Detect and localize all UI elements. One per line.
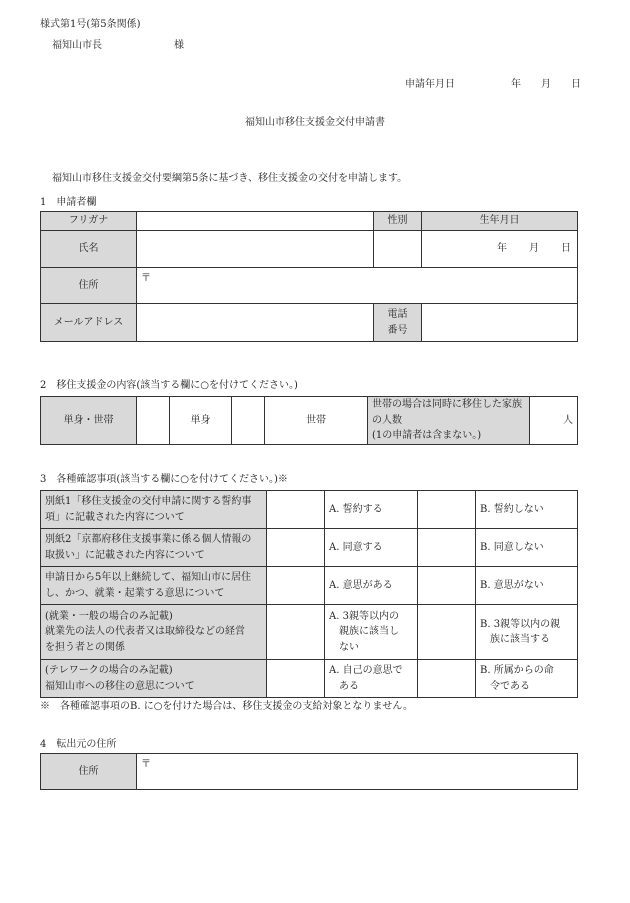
birth-day: 日 [561, 243, 571, 255]
question-line: 取扱い」に記載された内容について [45, 549, 205, 561]
section1-heading: 1 申請者欄 [40, 197, 97, 208]
option-line: ある [329, 680, 359, 692]
document-title: 福知山市移住支援金交付申請書 [245, 117, 385, 128]
type-label: 単身・世帯 [41, 397, 137, 445]
email-field[interactable] [137, 304, 374, 342]
option-b-label [476, 491, 578, 529]
name-field[interactable] [137, 231, 374, 268]
option-a-mark-cell[interactable] [267, 605, 325, 660]
option-b-label [476, 605, 578, 660]
address-field[interactable] [137, 268, 578, 304]
previous-address-field[interactable] [137, 754, 578, 790]
household-label: 世帯 [265, 397, 368, 445]
option-line: A. 3親等以内の [329, 610, 399, 622]
birth-month: 月 [529, 243, 539, 255]
name-label: 氏名 [41, 231, 137, 268]
application-date-label: 申請年月日 [405, 79, 455, 90]
option-a-label [325, 567, 418, 605]
household-mark-cell[interactable] [232, 397, 265, 445]
gender-label: 性別 [374, 212, 422, 231]
option-line: B. 意思がない [480, 579, 544, 591]
option-line: A. 意思がある [329, 579, 393, 591]
gender-field[interactable] [374, 231, 422, 268]
question-line: 別紙1「移住支援金の交付申請に関する誓約事 [45, 496, 252, 507]
confirmation-row [41, 605, 578, 660]
phone-label [374, 304, 422, 342]
option-line: A. 誓約する [329, 503, 383, 515]
option-line: B. 所属からの命 [480, 665, 554, 676]
confirmation-note: ※ 各種確認事項のB. に○を付けた場合は、移住支援金の支給対象となりません。 [40, 701, 414, 712]
birthdate-label: 生年月日 [422, 212, 578, 231]
option-line: B. 誓約しない [480, 503, 544, 515]
postal-mark: 〒 [141, 273, 151, 284]
option-b-mark-cell[interactable] [418, 605, 476, 660]
option-a-label [325, 660, 418, 698]
previous-address-table [40, 753, 578, 790]
email-label: メールアドレス [41, 304, 137, 342]
confirmation-row [41, 529, 578, 567]
confirmation-row [41, 567, 578, 605]
birth-year: 年 [497, 243, 507, 255]
section2-heading: 2 移住支援金の内容(該当する欄に○を付けてください。) [40, 380, 298, 391]
question-line: 項」に記載された内容について [45, 511, 185, 523]
phone-label-line1: 電話 [387, 309, 408, 320]
option-a-mark-cell[interactable] [267, 529, 325, 567]
section3-heading: 3 各種確認事項(該当する欄に○を付けてください。)※ [40, 474, 288, 485]
persons-unit: 人 [563, 414, 573, 426]
section4-heading: 4 転出元の住所 [40, 739, 117, 750]
option-a-label [325, 491, 418, 529]
furigana-label: フリガナ [41, 212, 137, 231]
phone-field[interactable] [422, 304, 578, 342]
question-line: (就業・一般の場合のみ記載) [45, 610, 173, 622]
option-line: 族に該当する [480, 634, 550, 645]
option-b-label [476, 567, 578, 605]
birthdate-field[interactable] [422, 231, 578, 268]
household-note-line2: (1の申請者は含まない。) [372, 430, 482, 441]
option-a-label [325, 605, 418, 660]
applicant-table [40, 211, 578, 342]
option-line: B. 3親等以内の親 [480, 618, 561, 630]
question-line: し、かつ、就業・起業する意思について [45, 587, 225, 599]
household-note-line1: 世帯の場合は同時に移住した家族の人数 [372, 399, 522, 426]
confirmation-row [41, 660, 578, 698]
option-a-label [325, 529, 418, 567]
option-a-mark-cell[interactable] [267, 567, 325, 605]
option-b-label [476, 529, 578, 567]
option-line: ない [329, 641, 359, 653]
question-line: 就業先の法人の代表者又は取締役などの経営 [45, 626, 245, 638]
question-line: 福知山市への移住の意思について [45, 680, 195, 692]
option-line: B. 同意しない [480, 541, 544, 553]
single-label: 単身 [170, 397, 232, 445]
previous-address-label: 住所 [41, 754, 137, 790]
option-b-mark-cell[interactable] [418, 529, 476, 567]
option-b-label [476, 660, 578, 698]
household-note [368, 397, 530, 445]
option-a-mark-cell[interactable] [267, 491, 325, 529]
honorific: 様 [174, 40, 184, 51]
persons-field[interactable] [530, 397, 578, 445]
confirmation-table [40, 490, 578, 698]
option-line: 令である [480, 680, 530, 692]
confirmation-question [41, 529, 267, 567]
intro-text: 福知山市移住支援金交付要綱第5条に基づき、移住支援金の交付を申請します。 [52, 173, 408, 184]
single-mark-cell[interactable] [137, 397, 170, 445]
option-b-mark-cell[interactable] [418, 567, 476, 605]
confirmation-question [41, 567, 267, 605]
option-b-mark-cell[interactable] [418, 660, 476, 698]
option-line: A. 自己の意思で [329, 665, 403, 676]
form-number: 様式第1号(第5条関係) [40, 19, 141, 30]
date-year: 年 [511, 79, 521, 90]
question-line: (テレワークの場合のみ記載) [45, 665, 173, 676]
question-line: 申請日から5年以上継続して、福知山市に居住 [45, 572, 252, 583]
date-day: 日 [571, 79, 581, 90]
furigana-field[interactable] [137, 212, 374, 231]
option-b-mark-cell[interactable] [418, 491, 476, 529]
address-label: 住所 [41, 268, 137, 304]
date-month: 月 [541, 79, 551, 90]
question-line: 別紙2「京都府移住支援事業に係る個人情報の [45, 534, 252, 545]
confirmation-question [41, 491, 267, 529]
confirmation-question [41, 605, 267, 660]
confirmation-row [41, 491, 578, 529]
confirmation-question [41, 660, 267, 698]
option-a-mark-cell[interactable] [267, 660, 325, 698]
option-line: 親族に該当し [329, 626, 399, 638]
phone-label-line2: 番号 [387, 324, 408, 336]
option-line: A. 同意する [329, 541, 383, 553]
question-line: を担う者との関係 [45, 641, 125, 653]
addressee: 福知山市長 [52, 40, 102, 51]
support-type-table [40, 396, 578, 445]
postal-mark: 〒 [141, 759, 151, 770]
